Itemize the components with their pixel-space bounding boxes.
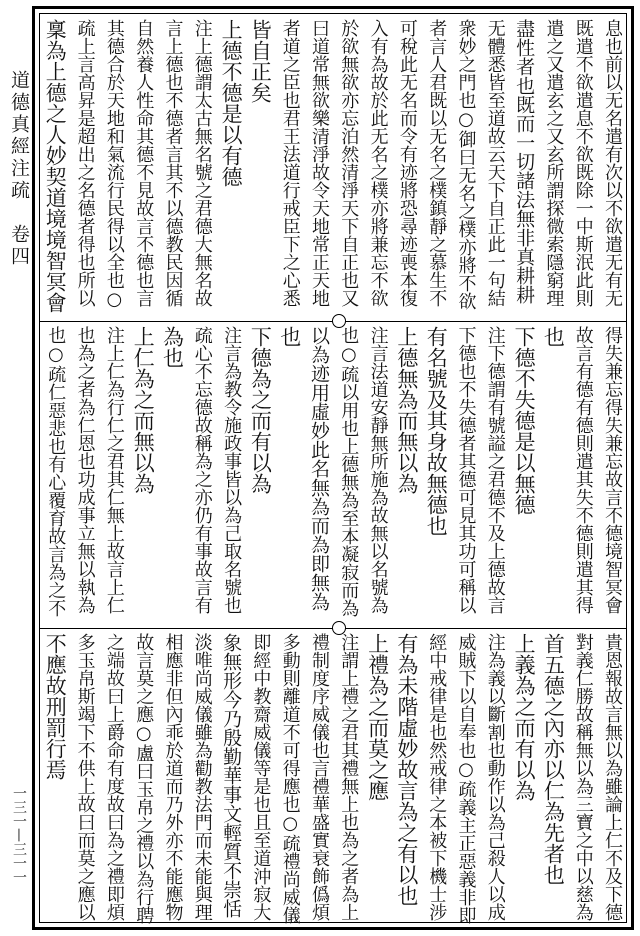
text-column: 上德不德是以有德: [219, 19, 244, 187]
text-column: 者道之臣也君王法道行戒臣下之心悉: [279, 19, 301, 307]
text-column: 故言有德有德則遣其失不德則遣其得: [572, 326, 594, 614]
text-column: 其德合於天地和氣流行民得以全也○: [103, 19, 125, 310]
text-column: 下德為之而有以為: [248, 326, 273, 494]
text-column: 對義仁勝故稱無以為三寶之中以慈為: [572, 633, 594, 921]
text-column: 疏上言高昇是超出之名德者得也所以: [74, 19, 96, 307]
text-column: 之端故曰上爵命有度故曰為之禮即煩: [103, 633, 125, 921]
text-column: 衆妙之門也○御曰无名之樸亦將不欲: [455, 19, 477, 310]
text-column: 也: [541, 326, 566, 347]
text-column: 相應非但內乖於道而乃外亦不能應物: [162, 633, 184, 921]
text-column: 上仁為之而無以為: [131, 326, 156, 494]
text-column: 注謂上禮之君其禮無上也為之者為上: [338, 633, 360, 921]
text-block-1: [40, 17, 626, 318]
text-column: 也為之者為仁恩也功成事立無以執為: [74, 326, 96, 614]
text-column: 入有為故於此无名之樸亦將兼忘不欲: [367, 19, 389, 307]
text-column: 故言莫之應○盧曰玉帛之禮以為行聘: [133, 633, 155, 924]
text-column: 得失兼忘得失兼忘故言不德境智冥會: [602, 326, 623, 614]
text-column: 上德無為而無以為: [394, 326, 419, 494]
text-column: 息也前以无名遣有次以不欲遣无有无: [602, 19, 623, 307]
text-column: 下德也不失德者其德可見其功可稱以: [455, 326, 477, 614]
text-column: 注為義以斷割也動作以為己殺人以成: [484, 633, 506, 921]
text-column: 有為未階虛妙故言為之有以也: [394, 633, 419, 906]
text-column: 也○疏以用也上德無為至本凝寂而為: [338, 326, 360, 617]
text-column: 為也: [160, 326, 185, 368]
text-column: 下德不失德是以無德: [512, 326, 537, 515]
text-column: 有名號及其身故無德也: [424, 326, 449, 536]
text-column: 貴恩報故言無以為雖論上仁不及下德: [602, 633, 623, 921]
text-column: 即經中教齋威儀等是也且至道沖寂大: [250, 633, 272, 921]
text-column: 自然養人性命其德不見故言不德也言: [133, 19, 155, 307]
book-title-margin: 道德真經注疏 卷四: [8, 70, 30, 268]
text-column: 既遣不欲遣息不欲既除一中斯泯此則: [572, 19, 594, 307]
text-column: 注言為教令施政事皆以為己取名號也: [221, 326, 243, 614]
text-block-3: [40, 631, 626, 932]
text-column: 注言法道安靜無所施為故無以名號為: [367, 326, 389, 614]
text-column: 多動則離道不可得應也○疏禮尚威儀: [279, 633, 301, 924]
text-column: 盡性者也既而一切諸法無非真耕耕: [513, 19, 536, 304]
text-column: 也○疏仁惡悲也有心覆育故言為之不: [45, 326, 67, 617]
text-column: 多玉帛斯竭下不供上故曰而莫之應以: [74, 633, 96, 921]
page-frame: [32, 6, 634, 930]
text-column: 疏心不忘德故稱為之亦仍有事故言有: [191, 326, 213, 614]
page-number-margin: 一三一—三一一: [11, 786, 27, 884]
text-column: 稟為上德之人妙契道境境智冥會: [43, 19, 68, 313]
text-column: 上禮為之而莫之應: [365, 633, 390, 801]
text-column: 淡唯尚威儀雖為勸教法門而未能與理: [191, 633, 213, 921]
text-column: 首五德之內亦以仁為先者也: [541, 633, 566, 885]
text-column: 注下德謂有號謚之君德不及上德故言: [484, 326, 506, 614]
text-column: 皆自正矣: [248, 19, 273, 103]
text-block-2: [40, 324, 626, 625]
text-column: 遣之又遣玄之又玄所謂探微索隱窮理: [543, 19, 565, 307]
text-column: 注上仁為行仁之君其仁無上故言上仁: [103, 326, 125, 614]
text-column: 也: [277, 326, 302, 347]
text-column: 經中戒律是也然戒律之本被下機士涉: [426, 633, 448, 921]
inner-frame: [39, 13, 627, 923]
text-column: 言上德也不德者言其不以德教民因循: [162, 19, 184, 307]
text-column: 不應故刑罰行焉: [43, 633, 68, 780]
text-column: 曰道常無欲樂清淨故令天地常正天地: [309, 19, 330, 307]
text-column: 象無形今乃殷勤華事文輕質不崇恬: [220, 633, 243, 918]
text-column: 威賊下以自奉也○疏義主正惡義非即: [455, 633, 477, 924]
text-column: 注上德謂太古無名號之君德大無名故: [191, 19, 213, 307]
text-column: 上義為之而有以為: [512, 633, 537, 801]
text-column: 於欲無欲亦忘泊然清淨天下自正也又: [338, 19, 360, 307]
text-column: 以為迹用虛妙此名無為而為即無為: [308, 326, 330, 611]
text-column: 者言人君既以无名之樸鎮靜之慕生不: [426, 19, 448, 307]
text-column: 无體悉皆至道故云天下自正此一句結: [484, 19, 506, 307]
text-column: 禮制度序威儀也言禮華盛實衰飾僞煩: [309, 633, 330, 921]
text-column: 可稅此无名而令有迹將恐尋迹喪本復: [396, 19, 418, 307]
